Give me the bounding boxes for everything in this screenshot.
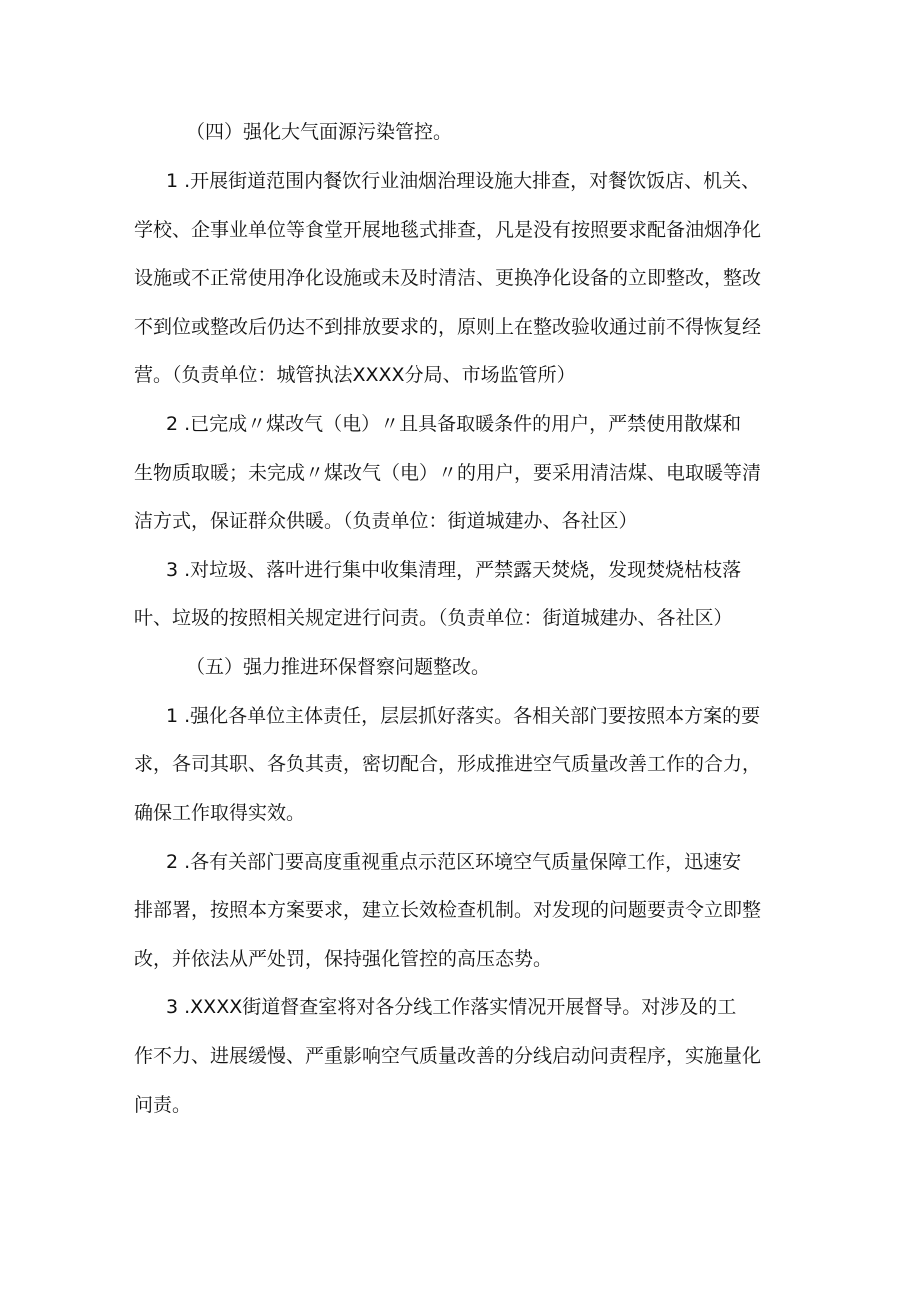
paragraph-line: 3 .XXXX街道督查室将对各分线工作落实情况开展督导。对涉及的工	[166, 996, 737, 1018]
paragraph-line: 不到位或整改后仍达不到排放要求的，原则上在整改验收通过前不得恢复经	[134, 316, 762, 338]
section-heading-4: （四）强化大气面源污染管控。	[186, 121, 453, 143]
paragraph-line: 学校、企事业单位等食堂开展地毯式排查，凡是没有按照要求配备油烟净化	[134, 219, 762, 241]
paragraph-line: 洁方式，保证群众供暖。（负责单位：街道城建办、各社区）	[134, 510, 638, 532]
paragraph-line: 求，各司其职、各负其责，密切配合，形成推进空气质量改善工作的合力，	[134, 753, 762, 775]
paragraph-line: 改，并依法从严处罚，保持强化管控的高压态势。	[134, 948, 553, 970]
paragraph-line: 确保工作取得实效。	[134, 802, 306, 824]
paragraph-line: 营。（负责单位：城管执法XXXX分局、市场监管所）	[134, 364, 576, 386]
paragraph-line: 2 .各有关部门要高度重视重点示范区环境空气质量保障工作，迅速安	[166, 851, 742, 873]
paragraph-line: 3 .对垃圾、落叶进行集中收集清理，严禁露天焚烧，发现焚烧枯枝落	[166, 559, 742, 581]
paragraph-line: 问责。	[134, 1094, 192, 1116]
paragraph-line: 1 .开展街道范围内餐饮行业油烟治理设施大排查，对餐饮饭店、机关、	[166, 170, 761, 192]
paragraph-line: 2 .已完成〃煤改气（电）〃且具备取暖条件的用户，严禁使用散煤和	[166, 413, 742, 435]
paragraph-line: 1 .强化各单位主体责任，层层抓好落实。各相关部门要按照本方案的要	[166, 705, 761, 727]
paragraph-line: 叶、垃圾的按照相关规定进行问责。（负责单位：街道城建办、各社区）	[134, 607, 733, 629]
section-heading-5: （五）强力推进环保督察问题整改。	[186, 656, 491, 678]
paragraph-line: 生物质取暖；未完成〃煤改气（电）〃的用户，要采用清洁煤、电取暖等清	[134, 462, 762, 484]
paragraph-line: 排部署，按照本方案要求，建立长效检查机制。对发现的问题要责令立即整	[134, 899, 762, 921]
paragraph-line: 设施或不正常使用净化设施或未及时清洁、更换净化设备的立即整改，整改	[134, 267, 762, 289]
paragraph-line: 作不力、进展缓慢、严重影响空气质量改善的分线启动问责程序，实施量化	[134, 1045, 762, 1067]
